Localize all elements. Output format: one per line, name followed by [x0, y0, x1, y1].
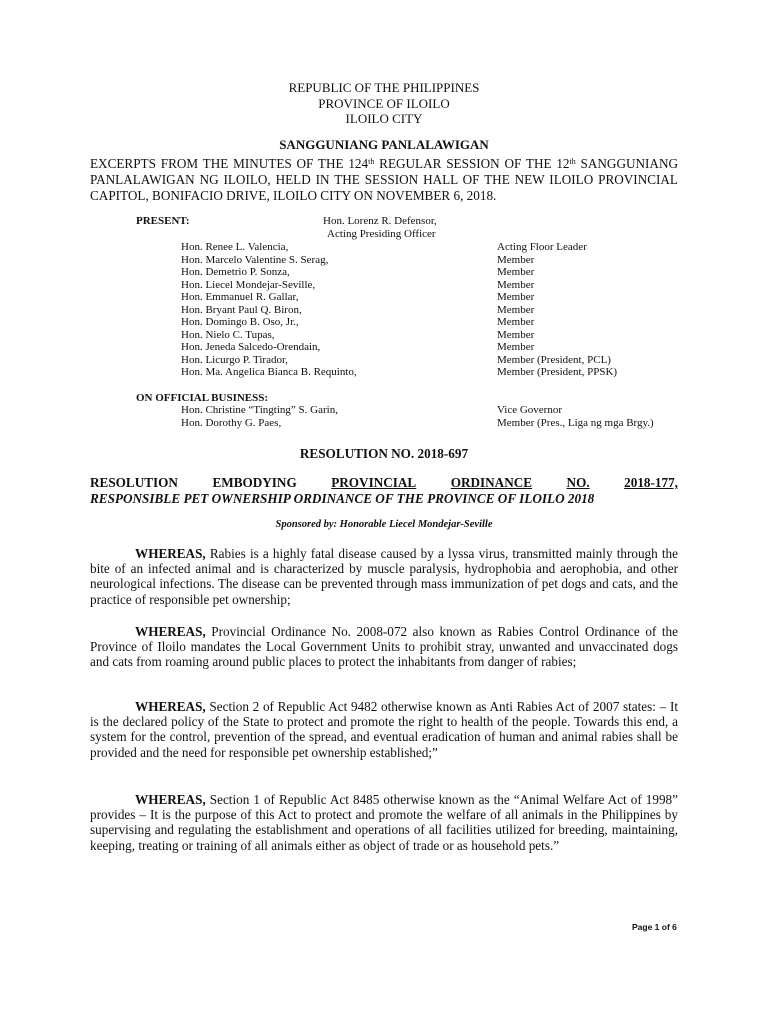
title-word-underlined: ORDINANCE: [450, 475, 533, 490]
list-item: [0, 341, 768, 354]
header-body: SANGGUNIANG PANLALAWIGAN: [279, 137, 489, 152]
whereas-text: Section 2 of Republic Act 9482 otherwise known as Anti Rabies Act of 2007 states: – It is the declared policy of the State to protect and promote the right to health of the people. Towards this end, a system for the control, prevention of the spread, and eventual eradication of human and animal rabies shall be provided and the need for responsible pet ownership established;”: [90, 699, 678, 760]
whereas-lead: WHEREAS,: [135, 546, 206, 561]
list-item: [0, 404, 768, 417]
member-role: Member (President, PCL): [497, 353, 611, 366]
list-item: [0, 329, 768, 342]
member-name: Hon. Ma. Angelica Bianca B. Requinto,: [181, 366, 357, 378]
list-item: [0, 417, 768, 430]
member-name: Hon. Marcelo Valentine S. Serag,: [181, 253, 329, 266]
resolution-title-line1: [90, 475, 678, 491]
whereas-paragraph: [90, 624, 678, 670]
title-word-underlined: NO.: [566, 475, 590, 490]
member-name: Hon. Jeneda Salcedo-Orendain,: [181, 341, 321, 353]
whereas-text: Provincial Ordinance No. 2008-072 also known as Rabies Control Ordinance of the Province of Iloilo mandates the Local Government Units to prohibit stray, unwanted and unvaccinated dogs and cats from roaming around public places to protect the inhabitants from danger of rabies;: [90, 624, 678, 670]
presiding-officer-role: Acting Presiding Officer: [327, 228, 436, 240]
member-name: Hon. Demetrio P. Sonza,: [181, 266, 290, 278]
resolution-subtitle: RESPONSIBLE PET OWNERSHIP ORDINANCE OF THE PROVINCE OF ILOILO 2018: [90, 491, 595, 506]
page-number: Page 1 of 6: [632, 922, 677, 932]
list-item: [0, 354, 768, 367]
present-label: PRESENT:: [136, 215, 190, 227]
member-role: Member: [497, 278, 535, 291]
sponsor-line: Sponsored by: Honorable Liecel Mondejar-Seville: [275, 519, 493, 530]
excerpt-part2: REGULAR SESSION OF THE 12: [374, 156, 570, 171]
list-item: [0, 291, 768, 304]
header-republic: REPUBLIC OF THE PHILIPPINES: [288, 80, 480, 95]
header-province: PROVINCE OF ILOILO: [318, 96, 450, 111]
list-item: [0, 279, 768, 292]
header-city: ILOILO CITY: [345, 111, 423, 126]
member-role: Acting Floor Leader: [497, 241, 587, 253]
member-role: Member: [497, 328, 535, 341]
member-name: Hon. Licurgo P. Tirador,: [181, 353, 288, 366]
title-word: EMBODYING: [212, 475, 297, 490]
member-name: Hon. Dorothy G. Paes,: [181, 417, 282, 429]
list-item: [0, 304, 768, 317]
member-role: Vice Governor: [497, 404, 563, 416]
member-name: Hon. Nielo C. Tupas,: [181, 328, 275, 341]
member-role: Member: [497, 316, 535, 328]
whereas-paragraph: [90, 792, 678, 853]
member-role: Member (Pres., Liga ng mga Brgy.): [497, 417, 654, 429]
excerpt-part3: SANGGUNIANG PANLALAWIGAN NG ILOILO, HELD IN THE SESSION HALL OF THE NEW ILOILO PROVINCIAL CAPITOL, BONIFACIO DRIVE, ILOILO CITY ON NOVEMBER 6, 2018.: [90, 156, 678, 203]
list-item: [0, 266, 768, 279]
list-item: [0, 241, 768, 254]
member-name: Hon. Renee L. Valencia,: [181, 241, 289, 253]
member-role: Member (President, PPSK): [497, 366, 618, 378]
member-name: Hon. Emmanuel R. Gallar,: [181, 291, 299, 303]
resolution-number: RESOLUTION NO. 2018-697: [299, 446, 469, 461]
member-role: Member: [497, 291, 535, 303]
whereas-text: Rabies is a highly fatal disease caused by a lyssa virus, transmitted mainly through the bite of an infected animal and is characterized by muscle paralysis, hydrophobia and aerophobia, and other neurological infections. The disease can be prevented through mass immunization of pet dogs and cats, and the practice of responsible pet ownership;: [90, 546, 678, 607]
member-role: Member: [497, 341, 535, 353]
member-role: Member: [497, 303, 535, 316]
whereas-text: Section 1 of Republic Act 8485 otherwise known as the “Animal Welfare Act of 1998” provides – It is the purpose of this Act to protect and promote the welfare of all animals in the Philippines by supervising and regulating the establishment and operations of all facilities utilized for breeding, maintaining, keeping, treating or training of all animals either as object of trade or as household pets.”: [90, 792, 678, 853]
member-role: Member: [497, 253, 535, 266]
title-word: RESOLUTION: [90, 475, 178, 490]
whereas-lead: WHEREAS,: [135, 699, 206, 714]
whereas-paragraph: [90, 546, 678, 607]
list-item: [0, 316, 768, 329]
list-item: [0, 366, 768, 379]
whereas-lead: WHEREAS,: [135, 624, 206, 639]
member-name: Hon. Christine “Tingting” S. Garin,: [181, 404, 338, 416]
whereas-lead: WHEREAS,: [135, 792, 206, 807]
excerpt-sup2: th: [569, 157, 576, 166]
whereas-paragraph: [90, 699, 678, 760]
presiding-officer-name: Hon. Lorenz R. Defensor,: [323, 215, 437, 227]
member-name: Hon. Liecel Mondejar-Seville,: [181, 278, 316, 291]
member-name: Hon. Bryant Paul Q. Biron,: [181, 303, 302, 316]
excerpt-sup1: th: [368, 157, 375, 166]
list-item: [0, 254, 768, 267]
official-business-label: ON OFFICIAL BUSINESS:: [136, 392, 269, 404]
title-word-underlined: PROVINCIAL: [331, 475, 417, 490]
resolution-title: [90, 475, 678, 507]
excerpt-part1: EXCERPTS FROM THE MINUTES OF THE 124: [90, 156, 369, 171]
member-name: Hon. Domingo B. Oso, Jr.,: [181, 316, 299, 328]
member-role: Member: [497, 266, 535, 278]
title-word-underlined: 2018-177,: [624, 475, 678, 490]
excerpt-paragraph: [90, 156, 678, 204]
